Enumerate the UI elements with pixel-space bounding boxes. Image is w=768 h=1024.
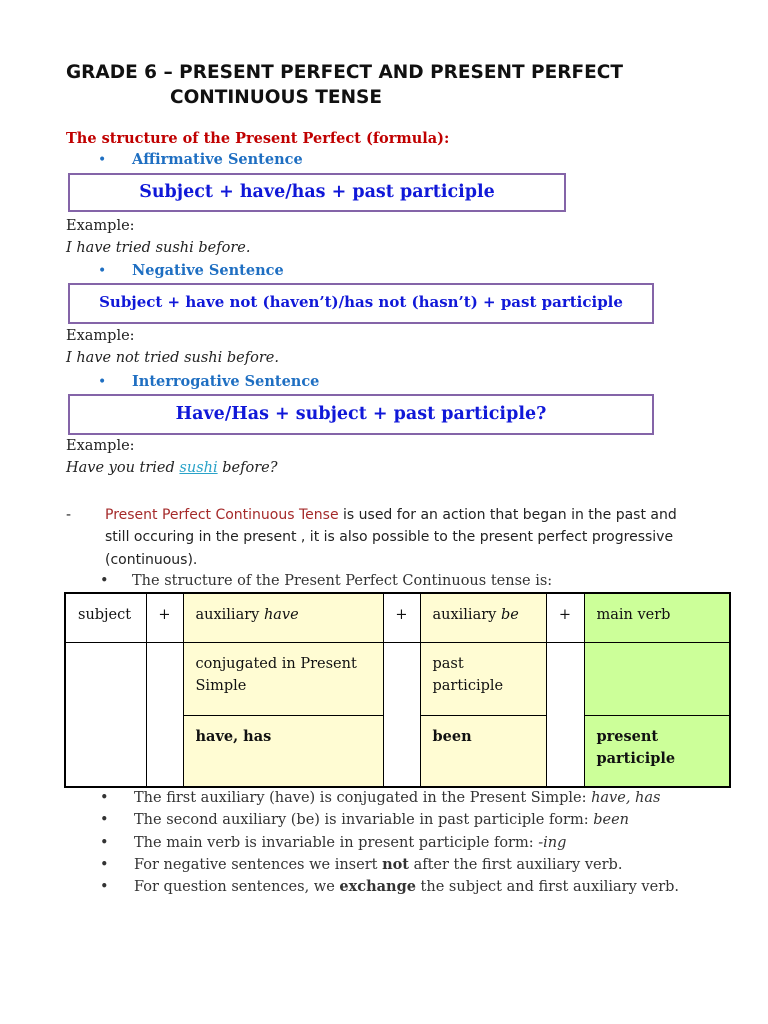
note-strong: not bbox=[382, 855, 409, 873]
dash-marker: - bbox=[66, 507, 72, 523]
plus-cell bbox=[383, 642, 420, 787]
interrogative-formula-box bbox=[68, 394, 654, 435]
note-text: The second auxiliary (be) is invariable in past participle form: bbox=[134, 812, 594, 829]
header-aux-have-word: have bbox=[263, 607, 299, 623]
note-text: after the first auxiliary verb. bbox=[408, 856, 623, 873]
bullet-icon: • bbox=[100, 573, 109, 589]
main-verb-usage bbox=[584, 642, 730, 715]
negative-label: Negative Sentence bbox=[132, 262, 284, 279]
header-aux-be bbox=[420, 593, 546, 642]
bullet-icon: • bbox=[98, 152, 107, 168]
interrogative-example-part2: before? bbox=[217, 460, 278, 476]
bullet-icon: • bbox=[100, 812, 109, 829]
affirmative-label: Affirmative Sentence bbox=[132, 151, 303, 168]
header-subject: subject bbox=[65, 593, 146, 642]
continuous-description: is used for an action that began in the past and still occuring in the present , it is also possible to the present perfect progressive (continuous). bbox=[105, 507, 677, 568]
list-item bbox=[98, 787, 738, 809]
list-item bbox=[98, 854, 738, 876]
bullet-negative bbox=[98, 262, 284, 279]
header-plus: + bbox=[146, 593, 183, 642]
sushi-link[interactable]: sushi bbox=[179, 460, 218, 476]
negative-formula-box bbox=[68, 283, 654, 324]
header-aux-be-prefix: auxiliary bbox=[432, 607, 501, 623]
affirmative-formula: Subject + have/has + past participle bbox=[139, 182, 495, 202]
list-item bbox=[98, 876, 738, 898]
header-plus: + bbox=[546, 593, 584, 642]
bullet-icon: • bbox=[100, 790, 109, 806]
continuous-paragraph bbox=[62, 504, 702, 571]
note-text: For question sentences, we bbox=[134, 879, 340, 896]
subject-cell bbox=[65, 642, 146, 787]
note-emphasis: -ing bbox=[538, 834, 567, 851]
header-aux-be-word: be bbox=[500, 607, 519, 623]
notes-list bbox=[98, 787, 738, 898]
example-label: Example: bbox=[66, 438, 135, 454]
bullet-icon: • bbox=[100, 879, 109, 896]
plus-cell bbox=[146, 642, 183, 787]
interrogative-example-part1: Have you tried bbox=[66, 460, 180, 476]
bullet-interrogative bbox=[98, 373, 319, 390]
note-text: For negative sentences we insert bbox=[134, 856, 383, 873]
present-perfect-heading: The structure of the Present Perfect (formula): bbox=[66, 130, 450, 147]
main-verb-forms: present participle bbox=[584, 715, 730, 787]
negative-formula: Subject + have not (haven’t)/has not (hasn’t) + past participle bbox=[99, 293, 623, 311]
note-strong: exchange bbox=[339, 878, 416, 896]
page-title bbox=[66, 60, 726, 110]
continuous-term: Present Perfect Continuous Tense bbox=[105, 507, 339, 523]
title-line-2: CONTINUOUS TENSE bbox=[170, 87, 383, 108]
aux-be-forms: been bbox=[420, 715, 546, 787]
example-label: Example: bbox=[66, 328, 135, 344]
title-line-1: GRADE 6 – PRESENT PERFECT AND PRESENT PERFECT bbox=[66, 62, 623, 83]
list-item bbox=[98, 809, 738, 831]
affirmative-example: I have tried sushi before. bbox=[66, 240, 251, 256]
structure-table bbox=[64, 592, 731, 788]
note-emphasis: have, has bbox=[591, 790, 661, 806]
header-aux-have-prefix: auxiliary bbox=[195, 607, 264, 623]
bullet-affirmative bbox=[98, 151, 303, 168]
plus-cell bbox=[546, 642, 584, 787]
aux-have-forms: have, has bbox=[183, 715, 383, 787]
note-text: the subject and first auxiliary verb. bbox=[415, 879, 680, 896]
interrogative-label: Interrogative Sentence bbox=[132, 373, 320, 390]
bullet-icon: • bbox=[98, 374, 107, 390]
table-row bbox=[65, 642, 730, 715]
aux-be-usage: past participle bbox=[420, 642, 546, 715]
bullet-icon: • bbox=[100, 834, 109, 851]
continuous-structure-intro: The structure of the Present Perfect Continuous tense is: bbox=[132, 573, 553, 589]
note-text: The first auxiliary (have) is conjugated in the Present Simple: bbox=[134, 790, 592, 806]
negative-example: I have not tried sushi before. bbox=[66, 350, 279, 366]
continuous-structure-intro-item bbox=[100, 573, 552, 589]
interrogative-example bbox=[66, 460, 277, 476]
table-row bbox=[65, 593, 730, 642]
bullet-icon: • bbox=[98, 263, 107, 279]
header-plus: + bbox=[383, 593, 420, 642]
note-emphasis: been bbox=[593, 812, 630, 829]
header-main-verb: main verb bbox=[584, 593, 730, 642]
bullet-icon: • bbox=[100, 856, 109, 873]
example-label: Example: bbox=[66, 218, 135, 234]
list-item bbox=[98, 832, 738, 854]
interrogative-formula: Have/Has + subject + past participle? bbox=[175, 404, 547, 424]
header-aux-have bbox=[183, 593, 383, 642]
aux-have-usage: conjugated in Present Simple bbox=[183, 642, 383, 715]
note-text: The main verb is invariable in present participle form: bbox=[134, 834, 539, 851]
affirmative-formula-box bbox=[68, 173, 566, 212]
